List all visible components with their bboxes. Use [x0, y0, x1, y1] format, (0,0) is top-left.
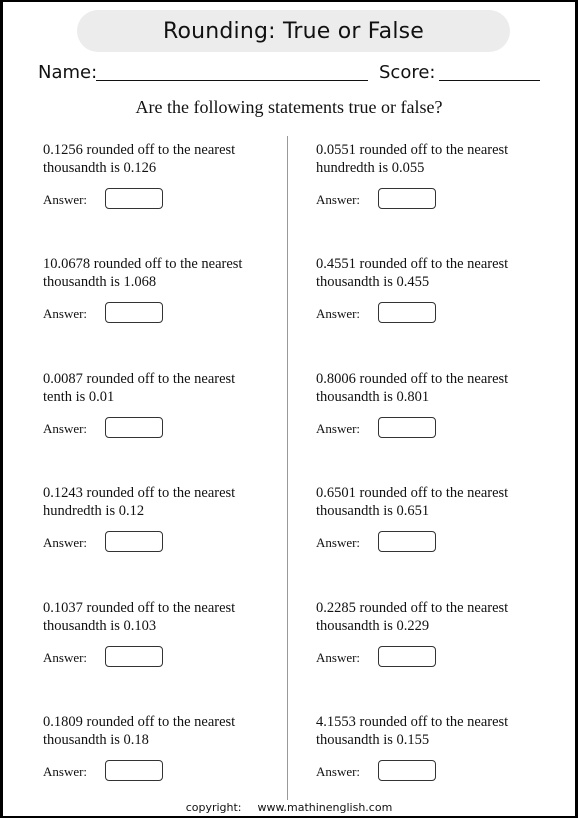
answer-label: Answer:	[43, 306, 88, 321]
question-statement-line2: thousandth is 0.651	[316, 503, 430, 519]
question-statement-line2: thousandth is 0.155	[316, 732, 430, 748]
answer-row	[316, 646, 541, 668]
question-statement-line1: 0.0551 rounded off to the nearest	[316, 142, 509, 158]
question-item	[316, 599, 541, 665]
question-item	[43, 599, 268, 665]
answer-box[interactable]	[105, 417, 163, 438]
question-item	[316, 713, 541, 779]
answer-row	[43, 760, 268, 782]
question-statement-line1: 0.1037 rounded off to the nearest	[43, 600, 236, 616]
answer-box[interactable]	[105, 760, 163, 781]
answer-box[interactable]	[378, 646, 436, 667]
answer-box[interactable]	[378, 531, 436, 552]
question-item	[43, 713, 268, 779]
answer-row	[43, 188, 268, 210]
question-statement-line1: 0.1809 rounded off to the nearest	[43, 714, 236, 730]
question-item	[316, 255, 541, 321]
answer-row	[316, 188, 541, 210]
question-statement-line1: 0.6501 rounded off to the nearest	[316, 485, 509, 501]
answer-box[interactable]	[378, 417, 436, 438]
question-statement-line1: 0.1256 rounded off to the nearest	[43, 142, 236, 158]
answer-box[interactable]	[105, 302, 163, 323]
question-item	[43, 141, 268, 207]
website-link[interactable]: www.mathinenglish.com	[257, 801, 393, 814]
question-statement-line2: thousandth is 0.126	[43, 160, 157, 176]
answer-box[interactable]	[378, 302, 436, 323]
title-banner	[77, 10, 510, 52]
question-statement-line1: 0.4551 rounded off to the nearest	[316, 256, 509, 272]
answer-label: Answer:	[316, 306, 361, 321]
answer-row	[316, 531, 541, 553]
question-statement-line2: thousandth is 0.801	[316, 389, 430, 405]
answer-box[interactable]	[105, 531, 163, 552]
question-item	[43, 370, 268, 436]
question-statement-line1: 0.1243 rounded off to the nearest	[43, 485, 236, 501]
worksheet	[3, 2, 575, 816]
question-statement-line1: 4.1553 rounded off to the nearest	[316, 714, 509, 730]
question-statement-line2: hundredth is 0.12	[43, 503, 145, 519]
answer-row	[43, 531, 268, 553]
question-statement-line2: thousandth is 1.068	[43, 274, 157, 290]
question-item	[316, 370, 541, 436]
answer-row	[316, 417, 541, 439]
answer-label: Answer:	[316, 764, 361, 779]
question-statement-line1: 0.2285 rounded off to the nearest	[316, 600, 509, 616]
answer-row	[43, 302, 268, 324]
answer-row	[43, 417, 268, 439]
question-statement-line2: hundredth is 0.055	[316, 160, 425, 176]
answer-box[interactable]	[105, 188, 163, 209]
answer-label: Answer:	[316, 421, 361, 436]
question-item	[316, 141, 541, 207]
answer-label: Answer:	[43, 650, 88, 665]
question-statement-line1: 0.8006 rounded off to the nearest	[316, 371, 509, 387]
answer-row	[316, 302, 541, 324]
instructions: Are the following statements true or false?	[135, 97, 443, 117]
score-label: Score:	[379, 62, 436, 83]
question-statement-line2: thousandth is 0.18	[43, 732, 149, 748]
answer-box[interactable]	[378, 188, 436, 209]
score-field[interactable]	[439, 80, 540, 81]
answer-label: Answer:	[43, 764, 88, 779]
question-statement-line2: thousandth is 0.229	[316, 618, 430, 634]
answer-label: Answer:	[43, 535, 88, 550]
answer-box[interactable]	[105, 646, 163, 667]
question-statement-line1: 10.0678 rounded off to the nearest	[43, 256, 243, 272]
answer-label: Answer:	[316, 192, 361, 207]
answer-label: Answer:	[43, 421, 88, 436]
answer-row	[43, 646, 268, 668]
name-label: Name:	[38, 62, 98, 83]
question-statement-line2: thousandth is 0.103	[43, 618, 157, 634]
question-statement-line1: 0.0087 rounded off to the nearest	[43, 371, 236, 387]
answer-label: Answer:	[316, 535, 361, 550]
question-statement-line2: thousandth is 0.455	[316, 274, 430, 290]
question-statement-line2: tenth is 0.01	[43, 389, 115, 405]
question-item	[316, 484, 541, 550]
answer-label: Answer:	[316, 650, 361, 665]
answer-box[interactable]	[378, 760, 436, 781]
worksheet-title: Rounding: True or False	[162, 18, 425, 44]
column-divider	[287, 136, 288, 800]
question-item	[43, 484, 268, 550]
answer-row	[316, 760, 541, 782]
name-field[interactable]	[96, 80, 368, 81]
copyright-label: copyright:	[185, 801, 242, 814]
answer-label: Answer:	[43, 192, 88, 207]
question-item	[43, 255, 268, 321]
footer	[3, 801, 575, 814]
